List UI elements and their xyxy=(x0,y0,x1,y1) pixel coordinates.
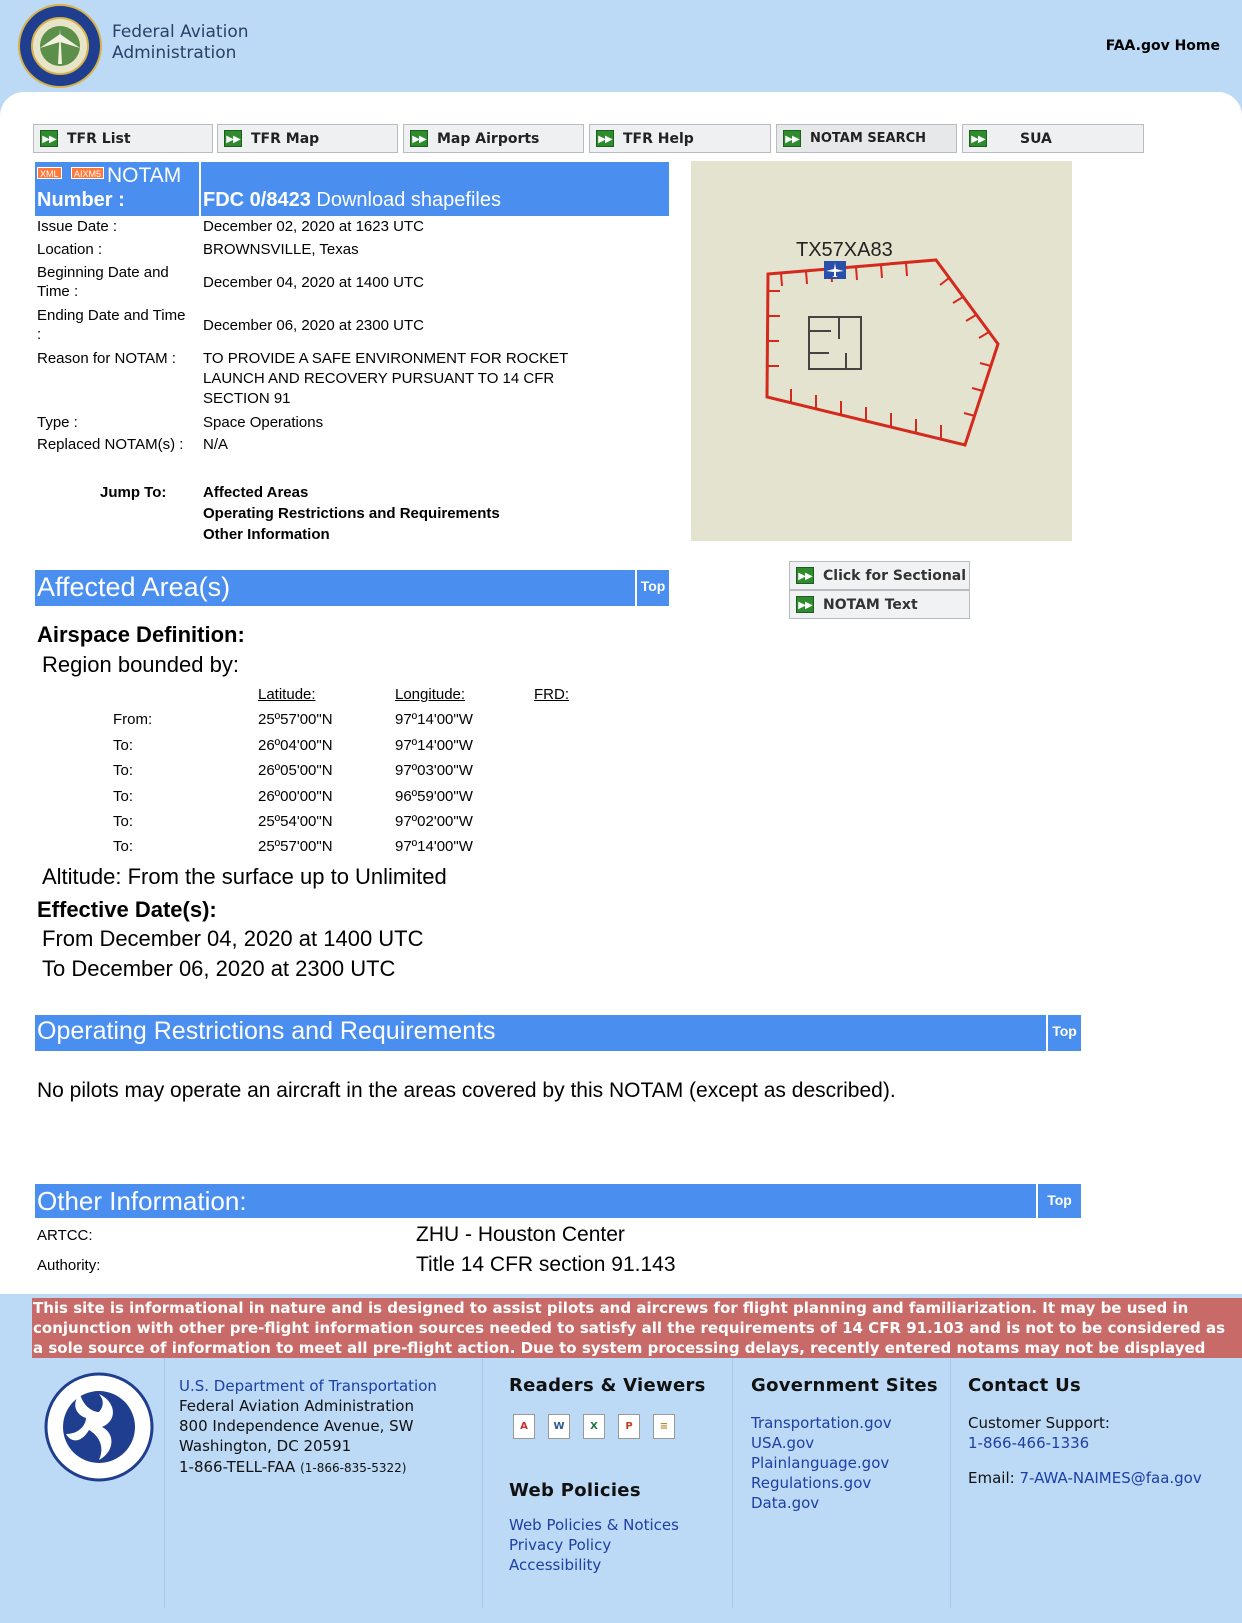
coord-latitude: 25º57'00"N xyxy=(258,711,333,728)
jump-affected-areas-link[interactable]: Affected Areas xyxy=(203,484,309,501)
button-label: Click for Sectional xyxy=(823,567,967,584)
privacy-policy-link[interactable]: Privacy Policy xyxy=(509,1536,612,1554)
coord-row-label: To: xyxy=(113,737,134,754)
double-arrow-icon: ▶▶ xyxy=(969,130,987,147)
aixm-tag[interactable]: AIXM5 xyxy=(71,167,104,179)
faa-home-link[interactable]: FAA.gov Home xyxy=(1105,38,1220,54)
coord-longitude: 97º14'00"W xyxy=(395,737,473,754)
nav-label: TFR Help xyxy=(623,130,694,147)
replaced-notam-value: N/A xyxy=(203,436,229,453)
location-label: Location : xyxy=(37,241,103,258)
top-link[interactable]: Top xyxy=(1036,1184,1081,1218)
site-header xyxy=(0,0,1242,100)
jump-to-label: Jump To: xyxy=(100,484,167,501)
artcc-label: ARTCC: xyxy=(37,1227,93,1244)
affected-areas-title: Affected Area(s) xyxy=(37,572,231,602)
number-value: FDC 0/8423 Download shapefiles xyxy=(203,189,501,211)
coord-row-label: To: xyxy=(113,762,134,779)
footer-divider xyxy=(950,1358,951,1608)
latitude-header: Latitude: xyxy=(258,686,316,703)
readers-viewers-heading: Readers & Viewers xyxy=(509,1375,706,1396)
ending-date-value: December 06, 2020 at 2300 UTC xyxy=(203,317,424,334)
coord-longitude: 97º14'00"W xyxy=(395,838,473,855)
notam-header xyxy=(35,162,669,216)
gov-link[interactable]: Transportation.gov xyxy=(751,1414,892,1432)
nav-tfr-help[interactable] xyxy=(589,124,771,153)
authority-value: Title 14 CFR section 91.143 xyxy=(416,1253,676,1276)
top-link[interactable]: Top xyxy=(1046,1015,1081,1051)
gov-link[interactable]: Data.gov xyxy=(751,1494,820,1512)
download-shapefiles-link[interactable]: Download shapefiles xyxy=(316,189,501,211)
notam-heading: NOTAM xyxy=(107,164,182,187)
coord-row-label: To: xyxy=(113,788,134,805)
reason-value: TO PROVIDE A SAFE ENVIRONMENT FOR ROCKET LAUNCH AND RECOVERY PURSUANT TO 14 CFR SECTION 91 xyxy=(203,350,569,407)
double-arrow-icon: ▶▶ xyxy=(796,567,814,584)
effective-from: From December 04, 2020 at 1400 UTC xyxy=(42,926,424,951)
site-footer xyxy=(32,1358,1242,1608)
top-link[interactable]: Top xyxy=(635,570,669,606)
tfr-boundary-shape xyxy=(691,161,1072,541)
dot-link[interactable]: U.S. Department of Transportation xyxy=(179,1377,437,1395)
accessibility-link[interactable]: Accessibility xyxy=(509,1556,602,1574)
footer-divider xyxy=(482,1358,483,1608)
airport-label: TX57XA83 xyxy=(796,239,893,261)
button-label: NOTAM Text xyxy=(823,596,918,613)
replaced-notam-label: Replaced NOTAM(s) : xyxy=(37,436,184,453)
dot-seal-icon xyxy=(44,1372,154,1482)
artcc-value: ZHU - Houston Center xyxy=(416,1223,625,1246)
issue-date-label: Issue Date : xyxy=(37,218,118,235)
click-for-sectional-button[interactable] xyxy=(789,561,970,590)
footer-divider xyxy=(164,1358,165,1608)
gov-link[interactable]: USA.gov xyxy=(751,1434,815,1452)
customer-support-label: Customer Support: xyxy=(968,1414,1110,1432)
coord-row-label: To: xyxy=(113,838,134,855)
jump-operating-link[interactable]: Operating Restrictions and Requirements xyxy=(203,505,500,522)
other-information-bar xyxy=(35,1184,1081,1218)
xml-tag[interactable]: XML xyxy=(37,167,62,179)
address-line: Federal Aviation Administration xyxy=(179,1397,414,1415)
ending-date-label: Ending Date and Time : xyxy=(37,307,186,343)
reason-label: Reason for NOTAM : xyxy=(37,350,176,367)
nav-label: NOTAM SEARCH xyxy=(810,131,927,146)
double-arrow-icon: ▶▶ xyxy=(796,596,814,613)
address-line: Washington, DC 20591 xyxy=(179,1437,352,1455)
coord-latitude: 25º54'00"N xyxy=(258,813,333,830)
effective-dates-heading: Effective Date(s): xyxy=(37,897,217,922)
operating-restrictions-bar xyxy=(35,1015,1081,1051)
coord-longitude: 96º59'00"W xyxy=(395,788,473,805)
altitude-text: Altitude: From the surface up to Unlimited xyxy=(42,864,447,889)
disclaimer-banner: This site is informational in nature and is designed to assist pilots and aircrews for flight planning and familiarization. It may be used in conjunction with other pre-flight information sources needed to satisfy all the requirements of 14 CFR 91.103 and is not to be considered as a sole source of information to meet all pre-flight action. Due to system processing delays, recently entered notams may not be displayed xyxy=(32,1298,1242,1358)
affected-areas-bar xyxy=(35,570,669,606)
nav-tfr-list[interactable] xyxy=(33,124,213,153)
document-icon[interactable]: ≡ xyxy=(653,1414,675,1439)
coord-longitude: 97º14'00"W xyxy=(395,711,473,728)
coord-latitude: 26º05'00"N xyxy=(258,762,333,779)
other-information-title: Other Information: xyxy=(37,1186,247,1216)
word-icon[interactable]: W xyxy=(548,1414,570,1439)
faa-seal-icon xyxy=(18,4,102,88)
faa-phone: 1-866-TELL-FAA (1-866-835-5322) xyxy=(179,1458,407,1476)
type-value: Space Operations xyxy=(203,414,324,431)
footer-divider xyxy=(732,1358,733,1608)
nav-tfr-map[interactable] xyxy=(217,124,398,153)
address-line: 800 Independence Avenue, SW xyxy=(179,1417,414,1435)
number-label: Number : xyxy=(37,189,125,211)
beginning-date-value: December 04, 2020 at 1400 UTC xyxy=(203,274,424,291)
coord-latitude: 26º00'00"N xyxy=(258,788,333,805)
effective-to: To December 06, 2020 at 2300 UTC xyxy=(42,956,396,981)
frd-header: FRD: xyxy=(534,686,569,703)
region-bounded-label: Region bounded by: xyxy=(42,652,239,677)
pdf-icon[interactable]: A xyxy=(513,1414,535,1439)
contact-us-heading: Contact Us xyxy=(968,1375,1082,1396)
powerpoint-icon[interactable]: P xyxy=(618,1414,640,1439)
type-label: Type : xyxy=(37,414,78,431)
web-policies-heading: Web Policies xyxy=(509,1480,641,1501)
beginning-date-label: Beginning Date and Time : xyxy=(37,264,169,300)
government-sites-heading: Government Sites xyxy=(751,1375,938,1396)
double-arrow-icon: ▶▶ xyxy=(783,130,801,147)
location-value: BROWNSVILLE, Texas xyxy=(203,241,359,258)
coord-latitude: 26º04'00"N xyxy=(258,737,333,754)
jump-other-info-link[interactable]: Other Information xyxy=(203,526,330,543)
longitude-header: Longitude: xyxy=(395,686,466,703)
excel-icon[interactable]: X xyxy=(583,1414,605,1439)
support-phone-link[interactable]: 1-866-466-1336 xyxy=(968,1434,1090,1452)
operating-restrictions-title: Operating Restrictions and Requirements xyxy=(37,1017,496,1045)
double-arrow-icon: ▶▶ xyxy=(224,130,242,147)
double-arrow-icon: ▶▶ xyxy=(596,130,614,147)
airspace-definition-heading: Airspace Definition: xyxy=(37,622,245,647)
nav-map-airports[interactable] xyxy=(403,124,584,153)
double-arrow-icon: ▶▶ xyxy=(410,130,428,147)
nav-sua[interactable] xyxy=(962,124,1144,153)
email-row: Email: 7-AWA-NAIMES@faa.gov xyxy=(968,1469,1202,1487)
gov-link[interactable]: Plainlanguage.gov xyxy=(751,1454,890,1472)
gov-link[interactable]: Regulations.gov xyxy=(751,1474,872,1492)
authority-label: Authority: xyxy=(37,1257,101,1274)
nav-label: TFR List xyxy=(67,130,131,147)
coord-row-label: To: xyxy=(113,813,134,830)
tfr-map[interactable] xyxy=(691,161,1072,541)
operating-restrictions-text: No pilots may operate an aircraft in the areas covered by this NOTAM (except as described). xyxy=(37,1079,896,1102)
agency-name: Federal Aviation Administration xyxy=(112,22,249,63)
coord-longitude: 97º03'00"W xyxy=(395,762,473,779)
nav-notam-search[interactable] xyxy=(776,124,957,153)
nav-label: Map Airports xyxy=(437,130,540,147)
notam-text-button[interactable] xyxy=(789,590,970,619)
coord-longitude: 97º02'00"W xyxy=(395,813,473,830)
email-link[interactable]: 7-AWA-NAIMES@faa.gov xyxy=(1019,1469,1202,1487)
coord-row-label: From: xyxy=(113,711,153,728)
nav-label: TFR Map xyxy=(251,130,320,147)
web-policies-link[interactable]: Web Policies & Notices xyxy=(509,1516,679,1534)
double-arrow-icon: ▶▶ xyxy=(40,130,58,147)
issue-date-value: December 02, 2020 at 1623 UTC xyxy=(203,218,424,235)
header-divider xyxy=(199,162,201,216)
airport-plane-icon xyxy=(824,261,846,279)
nav-label: SUA xyxy=(1020,130,1052,147)
coord-latitude: 25º57'00"N xyxy=(258,838,333,855)
